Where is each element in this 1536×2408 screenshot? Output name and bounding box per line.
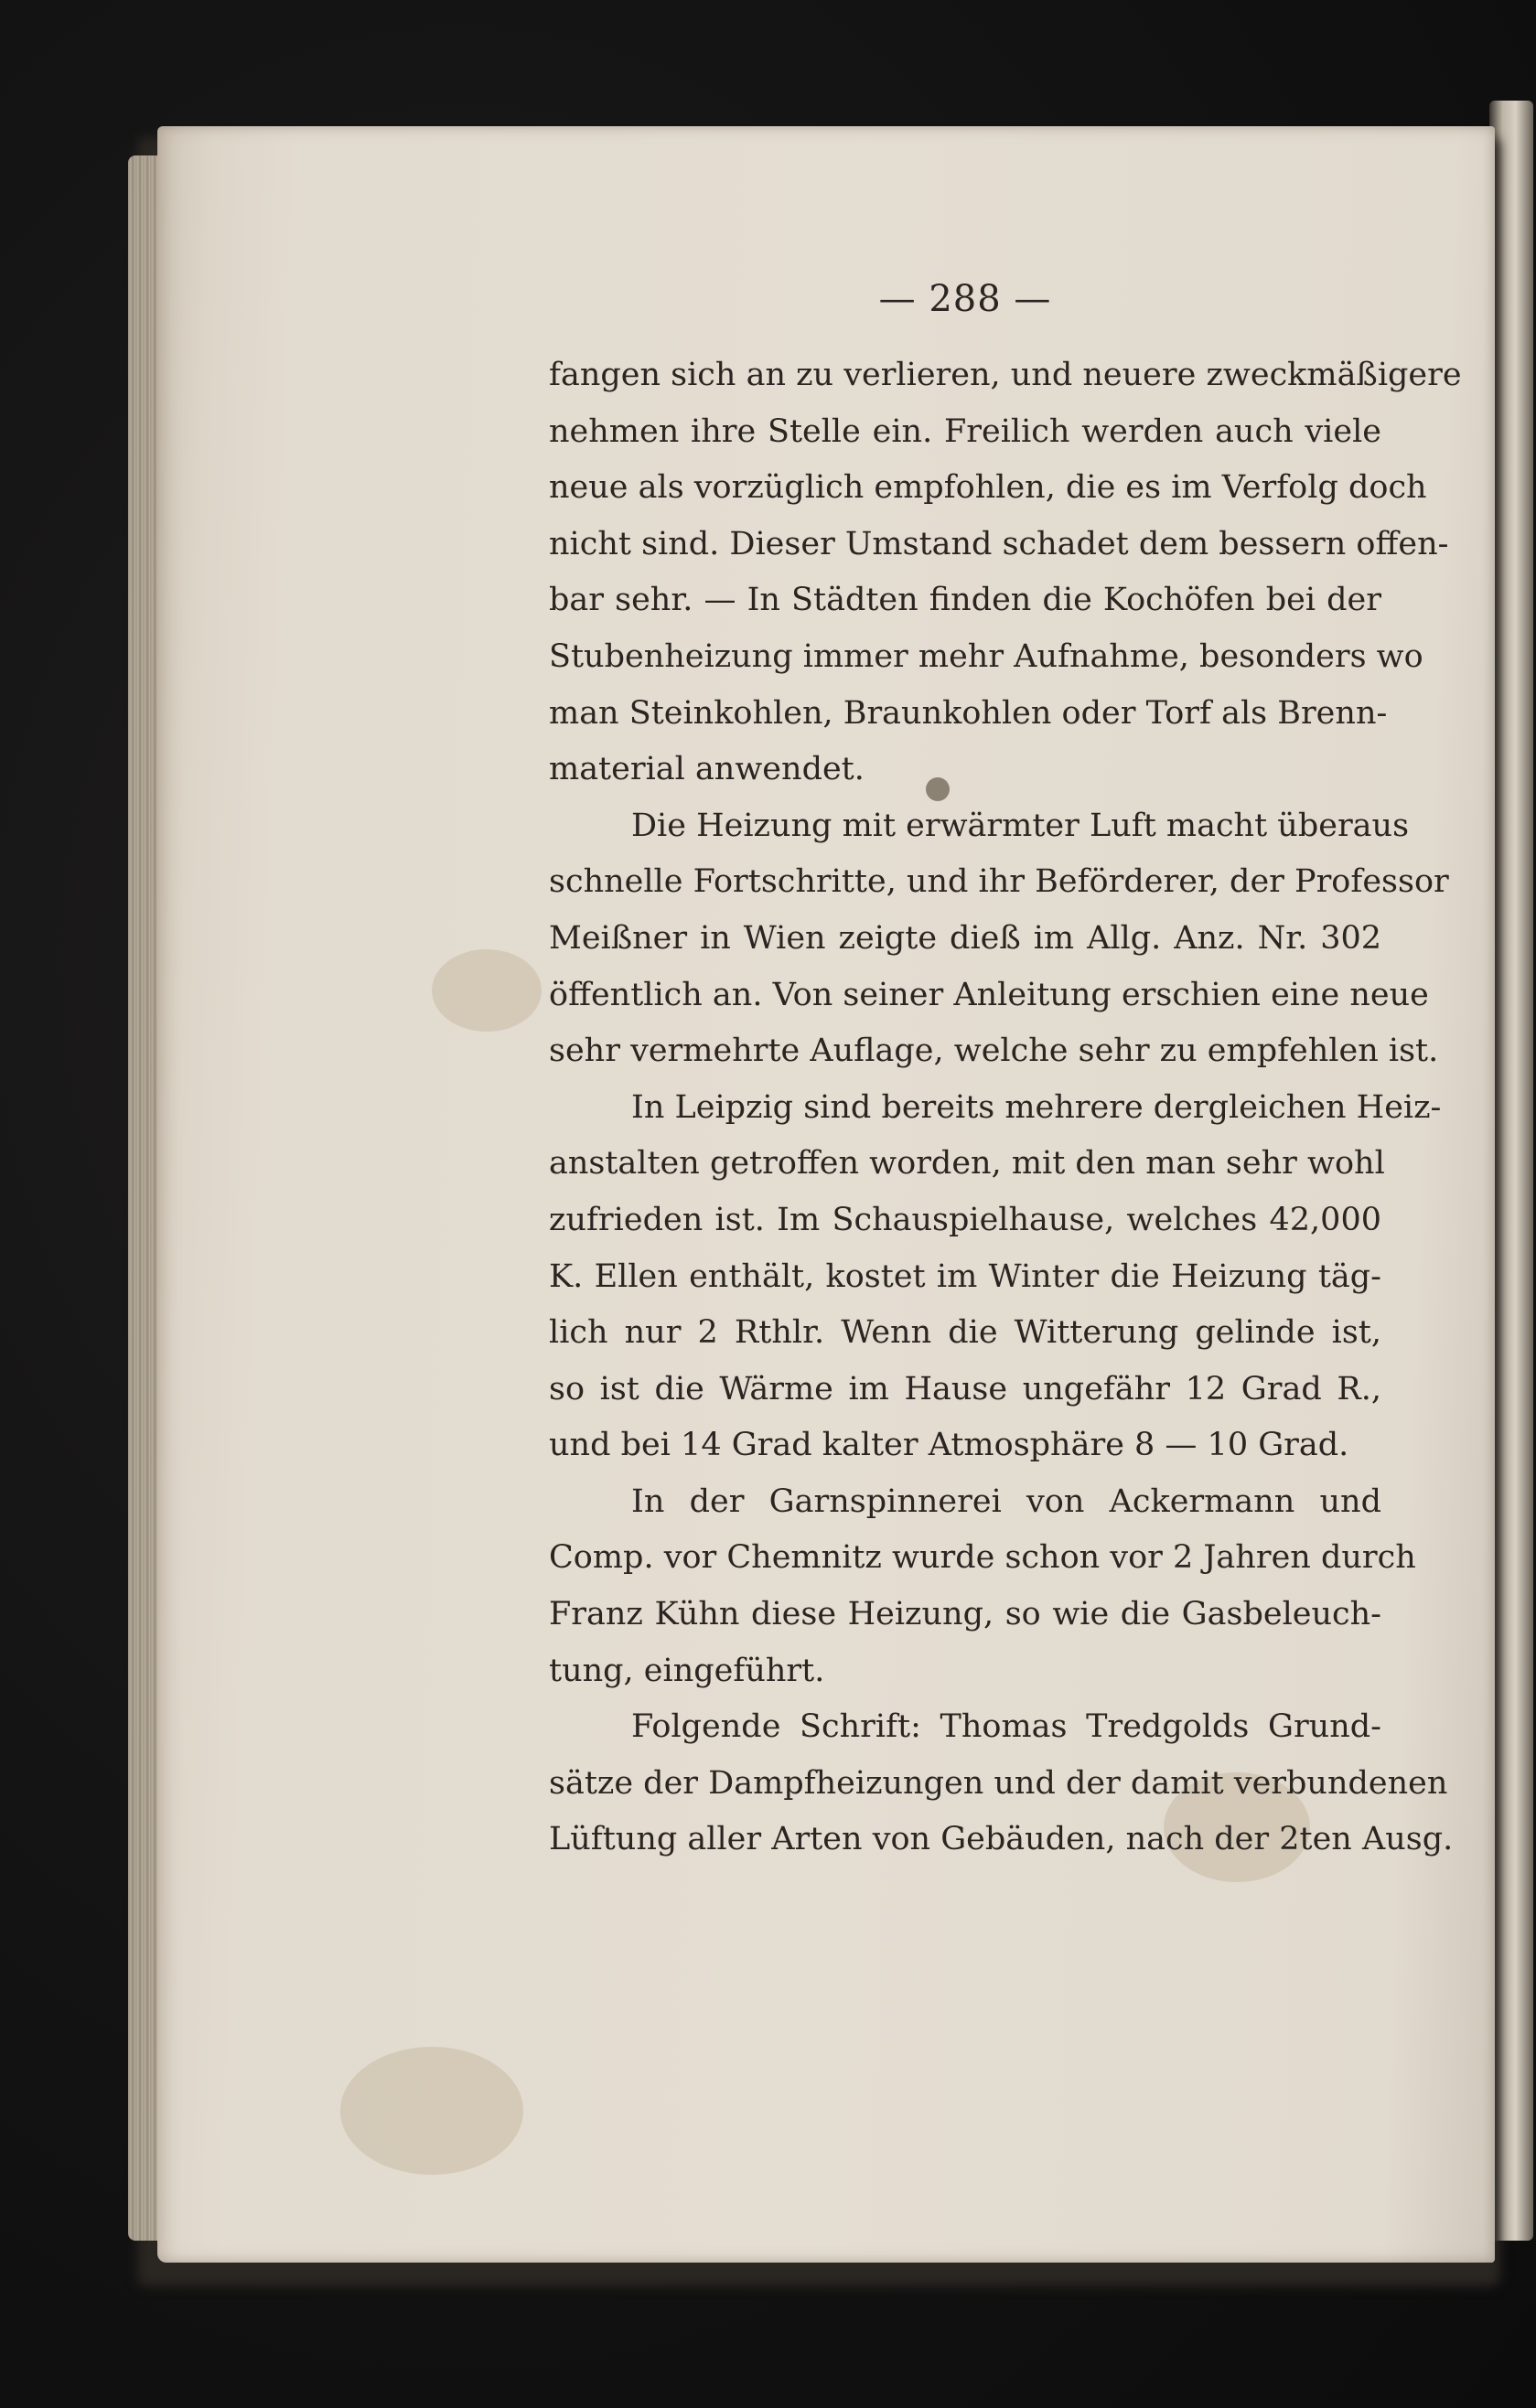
text-line: schnelle Fortschritte, und ihr Beförderer, der Professor [549,863,1449,901]
text-line: Stubenheizung immer mehr Aufnahme, besonders wo [549,637,1423,675]
text-line: K. Ellen enthält, kostet im Winter die Heizung täg- [549,1258,1381,1295]
text-line: lich nur 2 Rthlr. Wenn die Witterung gelinde ist, [549,1314,1381,1352]
text-line: nehmen ihre Stelle ein. Freilich werden auch viele [549,412,1381,450]
text-line: zufrieden ist. Im Schauspielhause, welches 42,000 [549,1201,1381,1238]
text-line: und bei 14 Grad kalter Atmosphäre 8 — 10 Grad. [549,1427,1349,1464]
text-line: material anwendet. [549,751,865,788]
stain-spot [432,949,542,1032]
text-line: man Steinkohlen, Braunkohlen oder Torf als Brenn- [549,694,1388,732]
text-line: bar sehr. — In Städten finden die Kochöfen bei der [549,582,1381,619]
text-line: anstalten getroffen worden, mit den man sehr wohl [549,1145,1385,1183]
text-line: so ist die Wärme im Hause ungefähr 12 Grad R., [549,1370,1381,1407]
text-line: fangen sich an zu verlieren, und neuere zweckmäßigere [549,357,1462,393]
paragraph-3 [549,1080,1442,1474]
text-line: tung, eingeführt. [549,1652,825,1689]
text-line: neue als vorzüglich empfohlen, die es im Verfolg doch [549,469,1427,507]
text-line: nicht sind. Dieser Umstand schadet dem bessern offen- [549,525,1449,562]
page-text [549,274,1462,1868]
text-line: Die Heizung mit erwärmter Luft macht überaus [631,807,1410,844]
text-line: Lüftung aller Arten von Gebäuden, nach der 2ten Ausg. [549,1821,1454,1858]
text-line: sehr vermehrte Auflage, welche sehr zu empfehlen ist. [549,1033,1439,1070]
paragraph-4 [549,1474,1416,1699]
paragraph-1 [549,348,1462,798]
text-line: In Leipzig sind bereits mehrere dergleichen Heiz- [631,1088,1442,1126]
text-line: Comp. vor Chemnitz wurde schon vor 2 Jahren durch [549,1539,1416,1577]
text-line: sätze der Dampfheizungen und der damit verbundenen [549,1764,1448,1802]
text-line: In der Garnspinnerei von Ackermann und [631,1482,1381,1520]
paragraph-5 [549,1699,1454,1868]
page-number: — 288 — [878,278,1052,320]
text-line: Folgende Schrift: Thomas Tredgolds Grund- [631,1708,1381,1746]
text-line: Meißner in Wien zeigte dieß im Allg. Anz. Nr. 302 [549,919,1381,957]
text-line: Franz Kühn diese Heizung, so wie die Gasbeleuch- [549,1596,1381,1633]
paragraph-2 [549,798,1449,1080]
text-line: öffentlich an. Von seiner Anleitung erschien eine neue [549,976,1429,1013]
stain-spot [340,2047,523,2175]
